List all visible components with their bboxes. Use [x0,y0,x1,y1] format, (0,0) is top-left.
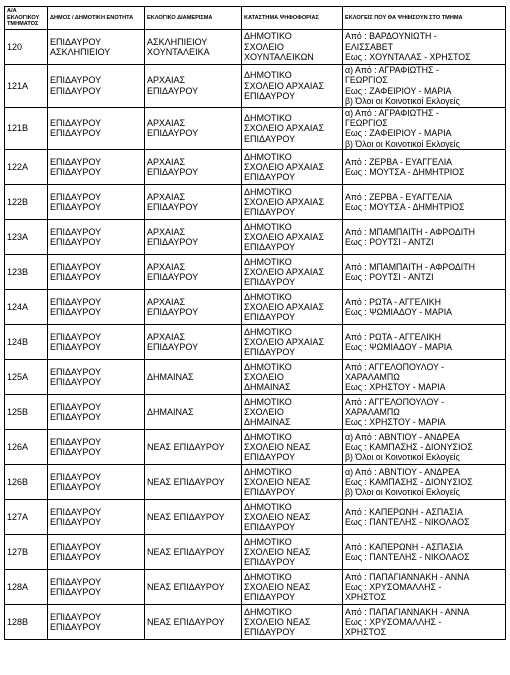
cell-line: Από : ΚΑΠΕΡΩΝΗ - ΑΣΠΑΣΙΑ [345,506,463,517]
cell-line: ΕΠΙΔΑΥΡΟΥ [244,347,296,358]
cell-line: ΝΕΑΣ ΕΠΙΔΑΥΡΟΥ [147,582,225,593]
voters-range-cell [343,255,506,290]
cell-line: ΧΟΥΝΤΑΛΕΙΚΑ [147,47,210,57]
voters-range-cell [343,30,506,65]
table-row [5,65,506,108]
polling-station-cell [242,570,343,605]
cell-line: ΔΗΜΟΤΙΚΟ [244,431,292,442]
cell-line: ΣΧΟΛΕΙΟ ΑΡΧΑΙΑΣ [244,162,325,173]
district-cell [145,605,242,640]
header-voters: ΕΚΛΟΓΕΙΣ ΠΟΥ ΘΑ ΨΗΦΙΣΟΥΝ ΣΤΟ ΤΜΗΜΑ [343,7,506,30]
cell-line: ΣΧΟΛΕΙΟ [244,41,284,52]
cell-line: ΕΠΙΔΑΥΡΟΥ [50,128,102,139]
district-cell [145,500,242,535]
cell-line: ΔΗΜΟΤΙΚΟ [244,361,292,372]
cell-line: ΣΧΟΛΕΙΟ ΝΕΑΣ [244,512,311,523]
cell-line: ΔΗΜΟΤΙΚΟ [244,221,292,232]
cell-line: ΕΠΙΔΑΥΡΟΥ [50,366,102,377]
table-row [5,30,506,65]
section-number-cell: 123Β [5,255,48,290]
cell-line: ΕΠΙΔΑΥΡΟΥ [50,482,102,493]
district-cell [145,30,242,65]
cell-line: ΕΠΙΔΑΥΡΟΥ [50,75,102,86]
cell-line: ΑΡΧΑΙΑΣ [147,331,186,342]
voters-range-cell [343,290,506,325]
cell-line: ΕΠΙΔΑΥΡΟΥ [50,506,102,517]
cell-line: ΑΡΧΑΙΑΣ [147,156,186,167]
polling-station-cell [242,605,343,640]
cell-line: ΑΣΚΛΗΠΙΕΙΟΥ [147,36,208,47]
electoral-sections-sheet [4,6,506,640]
cell-line: ΕΠΙΔΑΥΡΟΥ [50,611,102,622]
municipality-cell [48,465,145,500]
polling-station-cell [242,290,343,325]
cell-line: β) Όλοι οι Κοινοτικοί Εκλογείς [345,487,460,498]
cell-line: ΕΠΙΔΑΥΡΟΥ [50,587,102,598]
table-row [5,185,506,220]
cell-line: ΣΧΟΛΕΙΟ ΝΕΑΣ [244,582,311,593]
table-row [5,605,506,640]
section-number-cell: 123Α [5,220,48,255]
cell-line: Από : ΠΑΠΑΓΙΑΝΝΑΚΗ - ΑΝΝΑ [345,571,470,582]
polling-station-cell [242,500,343,535]
polling-station-cell [242,185,343,220]
cell-line: α) Από : ΑΒΝΤΙΟΥ - ΑΝΔΡΕΑ [345,431,460,442]
cell-line: ΣΧΟΛΕΙΟ ΝΕΑΣ [244,617,311,628]
cell-line: Εως : ΜΟΥΤΣΑ - ΔΗΜΗΤΡΙΟΣ [345,167,465,178]
cell-line: ΕΠΙΔΑΥΡΟΥ [50,552,102,563]
cell-line: Εως : ΧΡΗΣΤΟΥ - ΜΑΡΙΑ [345,382,446,393]
cell-line: ΕΠΙΔΑΥΡΟΥ [244,172,296,183]
voters-range-cell [343,430,506,465]
cell-line: ΕΠΙΔΑΥΡΟΥ [244,277,296,288]
table-row [5,290,506,325]
section-number-cell: 127Β [5,535,48,570]
section-number-cell: 126Α [5,430,48,465]
section-number-cell: 128Α [5,570,48,605]
voters-range-cell [343,570,506,605]
header-municipality: ΔΗΜΟΣ / ΔΗΜΟΤΙΚΗ ΕΝΟΤΗΤΑ [48,7,145,30]
municipality-cell [48,500,145,535]
polling-station-cell [242,255,343,290]
voters-range-cell [343,220,506,255]
cell-line: ΣΧΟΛΕΙΟ ΝΕΑΣ [244,442,311,453]
table-row [5,430,506,465]
cell-line: Από : ΑΓΓΕΛΟΠΟΥΛΟΥ - [345,396,445,407]
cell-line: ΓΕΩΡΓΙΟΣ [345,75,388,86]
section-number-cell: 128Β [5,605,48,640]
cell-line: ΕΠΙΔΑΥΡΟΥ [50,377,102,388]
cell-line: ΕΠΙΔΑΥΡΟΥ [50,237,102,248]
cell-line: ΑΡΧΑΙΑΣ [147,226,186,237]
cell-line: Εως : ΧΡΥΣΟΜΑΛΛΗΣ - [345,617,442,628]
municipality-cell [48,30,145,65]
cell-line: ΝΕΑΣ ΕΠΙΔΑΥΡΟΥ [147,617,225,628]
table-row [5,220,506,255]
cell-line: ΝΕΑΣ ΕΠΙΔΑΥΡΟΥ [147,477,225,488]
cell-line: ΕΠΙΔΑΥΡΟΥ [244,312,296,323]
cell-line: ΣΧΟΛΕΙΟ [244,372,284,383]
cell-line: ΕΛΙΣΣΑΒΕΤ [345,41,394,52]
cell-line: ΔΗΜΟΤΙΚΟ [244,606,292,617]
voters-range-cell [343,535,506,570]
cell-line: ΔΗΜΟΤΙΚΟ [244,536,292,547]
cell-line: α) Από : ΑΓΡΑΦΙΩΤΗΣ - [345,65,439,75]
cell-line: ΕΠΙΔΑΥΡΟΥ [244,242,296,253]
table-header-row [5,7,506,30]
cell-line: ΕΠΙΔΑΥΡΟΥ [50,622,102,633]
cell-line: β) Όλοι οι Κοινοτικοί Εκλογείς [345,138,460,149]
section-number-cell: 124Α [5,290,48,325]
cell-line: ΣΧΟΛΕΙΟ ΑΡΧΑΙΑΣ [244,123,325,134]
cell-line: Εως : ΜΟΥΤΣΑ - ΔΗΜΗΤΡΙΟΣ [345,202,465,213]
district-cell [145,395,242,430]
cell-line: ΔΗΜΑΙΝΑΣ [147,372,194,383]
cell-line: ΕΠΙΔΑΥΡΟΥ [50,191,102,202]
cell-line: ΕΠΙΔΑΥΡΟΥ [50,156,102,167]
cell-line: ΕΠΙΔΑΥΡΟΥ [50,401,102,412]
cell-line: Εως : ΚΑΜΠΑΣΗΣ - ΔΙΟΝΥΣΙΟΣ [345,477,473,488]
cell-line: ΕΠΙΔΑΥΡΟΥ [50,296,102,307]
cell-line: ΣΧΟΛΕΙΟ ΑΡΧΑΙΑΣ [244,197,325,208]
cell-line: Εως : ΖΑΦΕΙΡΙΟΥ - ΜΑΡΙΑ [345,128,452,139]
section-number-cell: 122Β [5,185,48,220]
cell-line: ΔΗΜΟΤΙΚΟ [244,396,292,407]
cell-line: ΕΠΙΔΑΥΡΟΥ [244,487,296,498]
cell-line: ΕΠΙΔΑΥΡΟΥ [244,522,296,533]
header-section-number: Α/Α ΕΚΛΟΓΙΚΟΥ ΤΜΗΜΑΤΟΣ [5,7,48,30]
cell-line: ΑΡΧΑΙΑΣ [147,261,186,272]
municipality-cell [48,360,145,395]
table-row [5,500,506,535]
cell-line: ΕΠΙΔΑΥΡΟΥ [147,128,199,139]
cell-line: ΑΣΚΛΗΠΙΕΙΟΥ [50,47,111,57]
cell-line: ΕΠΙΔΑΥΡΟΥ [244,592,296,603]
cell-line: ΧΑΡΑΛΑΜΠΩ [345,372,400,383]
district-cell [145,107,242,150]
cell-line: ΕΠΙΔΑΥΡΟΥ [50,447,102,458]
cell-line: ΕΠΙΔΑΥΡΟΥ [50,226,102,237]
header-polling-station: ΚΑΤΑΣΤΗΜΑ ΨΗΦΟΦΟΡΙΑΣ [242,7,343,30]
cell-line: ΧΟΥΝΤΑΛΕΙΚΩΝ [244,52,314,63]
voters-range-cell [343,107,506,150]
voters-range-cell [343,465,506,500]
cell-line: ΔΗΜΑΙΝΑΣ [147,407,194,418]
cell-line: ΣΧΟΛΕΙΟ ΑΡΧΑΙΑΣ [244,80,325,91]
cell-line: ΕΠΙΔΑΥΡΟΥ [50,261,102,272]
section-number-cell: 121Α [5,65,48,108]
polling-station-cell [242,395,343,430]
municipality-cell [48,150,145,185]
cell-line: Από : ΜΠΑΜΠΑΙΤΗ - ΑΦΡΟΔΙΤΗ [345,226,475,237]
cell-line: α) Από : ΑΓΡΑΦΙΩΤΗΣ - [345,107,439,118]
district-cell [145,185,242,220]
cell-line: Εως : ΧΡΥΣΟΜΑΛΛΗΣ - [345,582,442,593]
cell-line: ΕΠΙΔΑΥΡΟΥ [147,237,199,248]
district-cell [145,430,242,465]
section-number-cell: 125Β [5,395,48,430]
municipality-cell [48,290,145,325]
cell-line: ΑΡΧΑΙΑΣ [147,296,186,307]
section-number-cell: 126Β [5,465,48,500]
cell-line: ΑΡΧΑΙΑΣ [147,191,186,202]
cell-line: ΔΗΜΟΤΙΚΟ [244,571,292,582]
district-cell [145,255,242,290]
cell-line: β) Όλοι οι Κοινοτικοί Εκλογείς [345,452,460,463]
cell-line: Εως : ΡΟΥΤΣΙ - ΑΝΤΖΙ [345,272,434,283]
cell-line: ΕΠΙΔΑΥΡΟΥ [50,412,102,423]
cell-line: ΓΕΩΡΓΙΟΣ [345,118,388,129]
cell-line: ΕΠΙΔΑΥΡΟΥ [50,471,102,482]
cell-line: ΕΠΙΔΑΥΡΟΥ [244,207,296,218]
cell-line: ΕΠΙΔΑΥΡΟΥ [244,133,296,144]
cell-line: ΔΗΜΟΤΙΚΟ [244,31,292,42]
voters-range-cell [343,185,506,220]
polling-station-cell [242,360,343,395]
cell-line: ΕΠΙΔΑΥΡΟΥ [50,576,102,587]
cell-line: ΔΗΜΑΙΝΑΣ [244,382,291,393]
cell-line: Από : ΚΑΠΕΡΩΝΗ - ΑΣΠΑΣΙΑ [345,541,463,552]
section-number-cell: 124Β [5,325,48,360]
cell-line: Εως : ΡΟΥΤΣΙ - ΑΝΤΖΙ [345,237,434,248]
cell-line: ΣΧΟΛΕΙΟ ΝΕΑΣ [244,477,311,488]
municipality-cell [48,570,145,605]
cell-line: ΕΠΙΔΑΥΡΟΥ [244,452,296,463]
header-district: ΕΚΛΟΓΙΚΟ ΔΙΑΜΕΡΙΣΜΑ [145,7,242,30]
cell-line: ΔΗΜΟΤΙΚΟ [244,501,292,512]
cell-line: ΑΡΧΑΙΑΣ [147,118,186,129]
cell-line: α) Από : ΑΒΝΤΙΟΥ - ΑΝΔΡΕΑ [345,466,460,477]
cell-line: Από : ΜΠΑΜΠΑΙΤΗ - ΑΦΡΟΔΙΤΗ [345,261,475,272]
district-cell [145,290,242,325]
municipality-cell [48,185,145,220]
cell-line: Εως : ΚΑΜΠΑΣΗΣ - ΔΙΟΝΥΣΙΟΣ [345,442,473,453]
voters-range-cell [343,605,506,640]
district-cell [145,150,242,185]
cell-line: ΕΠΙΔΑΥΡΟΥ [147,272,199,283]
cell-line: ΣΧΟΛΕΙΟ ΑΡΧΑΙΑΣ [244,232,325,243]
cell-line: ΕΠΙΔΑΥΡΟΥ [50,331,102,342]
cell-line: Από : ΑΓΓΕΛΟΠΟΥΛΟΥ - [345,361,445,372]
district-cell [145,360,242,395]
cell-line: ΕΠΙΔΑΥΡΟΥ [50,541,102,552]
table-row [5,465,506,500]
district-cell [145,220,242,255]
district-cell [145,535,242,570]
municipality-cell [48,605,145,640]
cell-line: Από : ΒΑΡΔΟΥΝΙΩΤΗ - [345,31,437,42]
polling-station-cell [242,325,343,360]
table-row [5,570,506,605]
cell-line: Εως : ΖΑΦΕΙΡΙΟΥ - ΜΑΡΙΑ [345,85,452,96]
section-number-cell: 122Α [5,150,48,185]
cell-line: Εως : ΠΑΝΤΕΛΗΣ - ΝΙΚΟΛΑΟΣ [345,552,470,563]
cell-line: ΕΠΙΔΑΥΡΟΥ [50,517,102,528]
cell-line: ΔΗΜΟΤΙΚΟ [244,466,292,477]
electoral-sections-table [4,6,506,640]
district-cell [145,570,242,605]
municipality-cell [48,220,145,255]
cell-line: Από : ΖΕΡΒΑ - ΕΥΑΓΓΕΛΙΑ [345,156,453,167]
cell-line: Εως : ΨΩΜΙΑΔΟΥ - ΜΑΡΙΑ [345,342,453,353]
municipality-cell [48,107,145,150]
polling-station-cell [242,30,343,65]
cell-line: ΕΠΙΔΑΥΡΟΥ [50,342,102,353]
district-cell [145,325,242,360]
cell-line: Εως : ΨΩΜΙΑΔΟΥ - ΜΑΡΙΑ [345,307,453,318]
table-row [5,325,506,360]
cell-line: Από : ΠΑΠΑΓΙΑΝΝΑΚΗ - ΑΝΝΑ [345,606,470,617]
municipality-cell [48,255,145,290]
cell-line: ΣΧΟΛΕΙΟ ΑΡΧΑΙΑΣ [244,337,325,348]
cell-line: Εως : ΠΑΝΤΕΛΗΣ - ΝΙΚΟΛΑΟΣ [345,517,470,528]
table-row [5,360,506,395]
cell-line: ΕΠΙΔΑΥΡΟΥ [147,167,199,178]
polling-station-cell [242,107,343,150]
polling-station-cell [242,150,343,185]
cell-line: ΕΠΙΔΑΥΡΟΥ [50,85,102,96]
cell-line: ΕΠΙΔΑΥΡΟΥ [147,342,199,353]
cell-line: ΕΠΙΔΑΥΡΟΥ [50,118,102,129]
cell-line: ΔΗΜΟΤΙΚΟ [244,112,292,123]
cell-line: ΔΗΜΑΙΝΑΣ [244,417,291,428]
section-number-cell: 120 [5,30,48,65]
municipality-cell [48,395,145,430]
polling-station-cell [242,430,343,465]
cell-line: ΣΧΟΛΕΙΟ ΑΡΧΑΙΑΣ [244,302,325,313]
polling-station-cell [242,535,343,570]
section-number-cell: 127Α [5,500,48,535]
voters-range-cell [343,500,506,535]
cell-line: ΕΠΙΔΑΥΡΟΥ [50,202,102,213]
municipality-cell [48,535,145,570]
cell-line: ΔΗΜΟΤΙΚΟ [244,326,292,337]
cell-line: ΔΗΜΟΤΙΚΟ [244,256,292,267]
voters-range-cell [343,150,506,185]
cell-line: ΔΗΜΟΤΙΚΟ [244,70,292,81]
municipality-cell [48,430,145,465]
cell-line: ΕΠΙΔΑΥΡΟΥ [50,436,102,447]
table-row [5,535,506,570]
district-cell [145,65,242,108]
table-row [5,255,506,290]
cell-line: ΔΗΜΟΤΙΚΟ [244,151,292,162]
cell-line: ΕΠΙΔΑΥΡΟΥ [244,91,296,102]
cell-line: ΣΧΟΛΕΙΟ ΝΕΑΣ [244,547,311,558]
district-cell [145,465,242,500]
cell-line: β) Όλοι οι Κοινοτικοί Εκλογείς [345,96,460,107]
cell-line: ΕΠΙΔΑΥΡΟΥ [50,272,102,283]
polling-station-cell [242,465,343,500]
cell-line: Από : ΡΩΤΑ - ΑΓΓΕΛΙΚΗ [345,331,442,342]
cell-line: ΕΠΙΔΑΥΡΟΥ [147,307,199,318]
table-row [5,150,506,185]
cell-line: ΔΗΜΟΤΙΚΟ [244,186,292,197]
table-row [5,107,506,150]
cell-line: ΕΠΙΔΑΥΡΟΥ [147,202,199,213]
cell-line: Εως : ΧΟΥΝΤΑΛΑΣ - ΧΡΗΣΤΟΣ [345,52,471,63]
cell-line: ΕΠΙΔΑΥΡΟΥ [50,167,102,178]
voters-range-cell [343,395,506,430]
cell-line: ΣΧΟΛΕΙΟ [244,407,284,418]
cell-line: ΝΕΑΣ ΕΠΙΔΑΥΡΟΥ [147,442,225,453]
cell-line: ΣΧΟΛΕΙΟ ΑΡΧΑΙΑΣ [244,267,325,278]
cell-line: ΧΡΗΣΤΟΣ [345,592,387,603]
section-number-cell: 121Β [5,107,48,150]
municipality-cell [48,325,145,360]
cell-line: ΕΠΙΔΑΥΡΟΥ [50,307,102,318]
voters-range-cell [343,65,506,108]
municipality-cell [48,65,145,108]
cell-line: ΕΠΙΔΑΥΡΟΥ [244,557,296,568]
cell-line: ΕΠΙΔΑΥΡΟΥ [147,85,199,96]
polling-station-cell [242,220,343,255]
cell-line: ΝΕΑΣ ΕΠΙΔΑΥΡΟΥ [147,512,225,523]
section-number-cell: 125Α [5,360,48,395]
cell-line: Εως : ΧΡΗΣΤΟΥ - ΜΑΡΙΑ [345,417,446,428]
voters-range-cell [343,360,506,395]
cell-line: ΔΗΜΟΤΙΚΟ [244,291,292,302]
cell-line: ΝΕΑΣ ΕΠΙΔΑΥΡΟΥ [147,547,225,558]
table-row [5,395,506,430]
cell-line: ΧΡΗΣΤΟΣ [345,627,387,638]
cell-line: Από : ΡΩΤΑ - ΑΓΓΕΛΙΚΗ [345,296,442,307]
cell-line: ΑΡΧΑΙΑΣ [147,75,186,86]
cell-line: ΕΠΙΔΑΥΡΟΥ [244,627,296,638]
voters-range-cell [343,325,506,360]
cell-line: ΕΠΙΔΑΥΡΟΥ [50,36,102,47]
polling-station-cell [242,65,343,108]
cell-line: ΧΑΡΑΛΑΜΠΩ [345,407,400,418]
cell-line: Από : ΖΕΡΒΑ - ΕΥΑΓΓΕΛΙΑ [345,191,453,202]
